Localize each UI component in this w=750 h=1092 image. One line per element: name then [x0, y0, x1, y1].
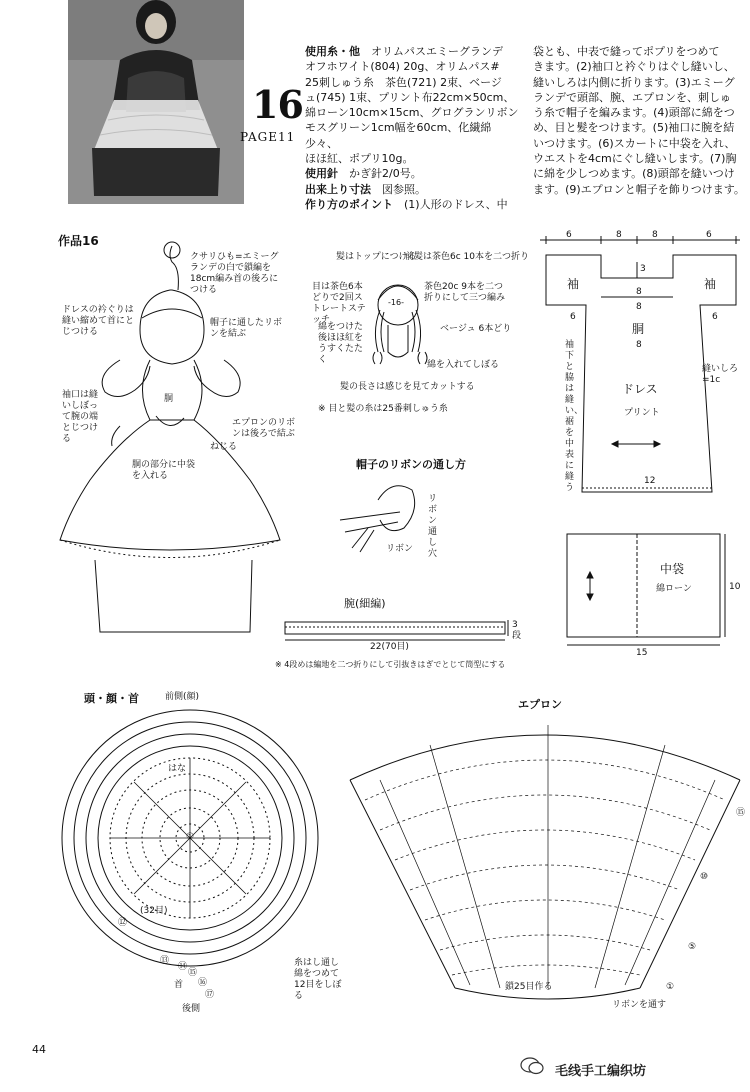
ribbon-hole-label: リボン通し穴 [428, 494, 438, 559]
torso-label: 胴 [164, 394, 174, 404]
apron-chart-rays [380, 725, 715, 988]
doll-head [140, 290, 204, 364]
dim-label: 8 [636, 302, 642, 312]
side-seam-label: 袖下と脇は縫い、裾を中表に縫う [565, 340, 584, 493]
apron-chart-outline [350, 735, 740, 999]
arm-length: 22(70目) [370, 642, 409, 652]
dim-label: 6 [570, 312, 576, 322]
braid-label: 茶色20c 9本を二つ折りにして三つ編み [424, 282, 506, 303]
dim-label: 3 [640, 264, 646, 274]
dim-label: 12 [644, 476, 656, 486]
stuff-label: 綿を入れてしぼる [427, 360, 500, 370]
inner-bag-width: 15 [636, 648, 648, 658]
dim-label: 8 [636, 340, 642, 350]
inner-bag-title: 中袋 [660, 562, 685, 576]
sleeve-label: 袖口は縫いしぼって腕の端とじつける [62, 390, 99, 444]
head-chart-title: 頭・顔・首 [84, 692, 139, 705]
doll-torso [143, 360, 203, 420]
page-number: 44 [32, 1043, 46, 1056]
hanger-loop [170, 246, 178, 290]
round-mark: ⑬ [160, 956, 170, 966]
collar-label: ドレスの衿ぐりは縫い縮めて首にとじつける [62, 305, 135, 337]
apron-chart-arcs [365, 760, 725, 975]
dress-label: ドレス [622, 382, 658, 396]
apron-ribbon-label: リボンを通す [612, 1000, 667, 1010]
dim-label: 6 [712, 312, 718, 322]
materials-line: 使用糸・他 オリムパスエミーグランデ [305, 45, 503, 58]
apron-round-5: ⑤ [688, 942, 697, 952]
head-center-label: -16- [388, 298, 404, 307]
materials-column-2: 袋とも、中表で縫ってポプリをつめて きます。(2)袖口と衿ぐりはぐし縫いし、 縫いしろは内側に折ります。(3)エミーグ ランデで頭部、腕、エプロンを、刺しゅ う糸で帽子を編みます。(4)頭部に綿をつ め、目と髪をつけます。(5)袖口に腕を結 いつけます。(6)スカートに中袋を入れ、 ウエストを4cmにぐし縫いします。(7)胸 に綿を少しつめます。(8)頭部を縫いつけ ます。(9)エプロンと帽子を飾りつけます。 [533, 45, 745, 196]
materials-line: 使用針 かぎ針2/0号。 [305, 167, 422, 181]
start-mark: ① [186, 832, 195, 842]
inner-bag-label: 胴の部分に中袋を入れる [132, 460, 196, 481]
apron-round-10: ⑩ [700, 872, 709, 882]
front-label: 前側(顔) [165, 692, 200, 702]
neck-label: 首 [174, 980, 184, 990]
cheek-label: 綿をつけた後ほほ紅をうすくたたく [318, 322, 364, 365]
inner-bag-fabric: 綿ローン [656, 584, 692, 594]
dim-label: 6 [706, 230, 712, 240]
back-label: 後側 [182, 1004, 201, 1014]
materials-line: ュ(745) 1束、プリント布22cm×50cm、 [305, 90, 515, 104]
arm-rows: 3段 [512, 620, 522, 641]
inner-bag-height: 10 [729, 582, 741, 592]
thread-note: ※ 目と髪の糸は25番刺しゅう糸 [318, 404, 448, 414]
apron-round-1: ① [666, 982, 675, 992]
materials-line: モスグリーン1cm幅を60cm、化繊綿少々、 [305, 121, 492, 150]
arm-title: 腕(細編) [344, 597, 386, 610]
round-mark: ⑰ [205, 990, 215, 1000]
apron-ribbon-label: エプロンのリボンは後ろで結ぶ [232, 418, 296, 439]
materials-line: 作り方のポイント (1)人形のドレス、中 [305, 197, 508, 211]
wechat-icon [520, 1056, 544, 1076]
nose-label: はな [168, 764, 187, 774]
dim-label: 8 [636, 287, 642, 297]
torso-pattern-label: 胴 [632, 322, 645, 336]
eye-label: 目は茶色6本どりで2回ストレートステッチ [312, 282, 366, 325]
apron-round-15: ⑮ [736, 808, 746, 818]
apron-start: 鎖25目作る [505, 982, 553, 992]
round-mark: ⑯ [198, 978, 208, 988]
bangs-label: 前髪は茶色6c 10本を二つ折り [405, 252, 529, 262]
hat-label: 帽子に通したリボンを結ぶ [210, 318, 283, 339]
materials-line: 25刺しゅう糸 茶色(721) 2束、ベージ [305, 75, 502, 89]
materials-line: ほほ紅、ポプリ10g。 [305, 152, 414, 166]
page-reference: PAGE11 [240, 130, 296, 144]
print-label: プリント [624, 408, 660, 418]
item-number: 16 [252, 82, 303, 127]
doll-diagram-title: 作品16 [58, 234, 99, 248]
round-mark: ⑮ [188, 968, 198, 978]
round-mark: ⑭ [178, 962, 188, 972]
hanger-label: クサリひも=エミーグランデの白で鎖編を18cm編み首の後ろにつける [190, 252, 279, 295]
materials-line: 出来上り寸法 図参照。 [305, 182, 426, 196]
stuff-note: 糸はし通し綿をつめて12目をしぼる [294, 958, 342, 1001]
doll-base [95, 560, 252, 632]
dim-label: 6 [566, 230, 572, 240]
sleeve-left-label: 袖 [567, 277, 580, 291]
dim-label: 8 [652, 230, 658, 240]
materials-line: 綿ローン10cm×15cm、グログランリボン [305, 106, 519, 120]
face-label: ベージュ 6本どり [440, 324, 512, 334]
ribbon-label: リボン [386, 544, 414, 554]
sleeve-right-label: 袖 [704, 277, 717, 291]
twist-label: ねじる [210, 442, 238, 452]
arm-note: ※ 4段めは編地を二つ折りにして引抜きはぎでとじて筒型にする [275, 660, 506, 669]
hair-top-label: 髪はトップにつける [336, 252, 417, 262]
hair-length-label: 髪の長さは感じを見てカットする [340, 382, 475, 392]
watermark-text: 毛线手工编织坊 [555, 1064, 647, 1079]
dim-label: 8 [616, 230, 622, 240]
materials-line: オフホワイト(804) 20g、オリムパス# [305, 60, 500, 74]
round-32-label: (32目) [140, 906, 168, 916]
apron-title: エプロン [518, 698, 562, 711]
round-mark: ⑫ [118, 918, 128, 928]
ribbon-diagram-title: 帽子のリボンの通し方 [356, 458, 466, 471]
seam-allowance-label: 縫いしろ=1c [702, 364, 739, 385]
